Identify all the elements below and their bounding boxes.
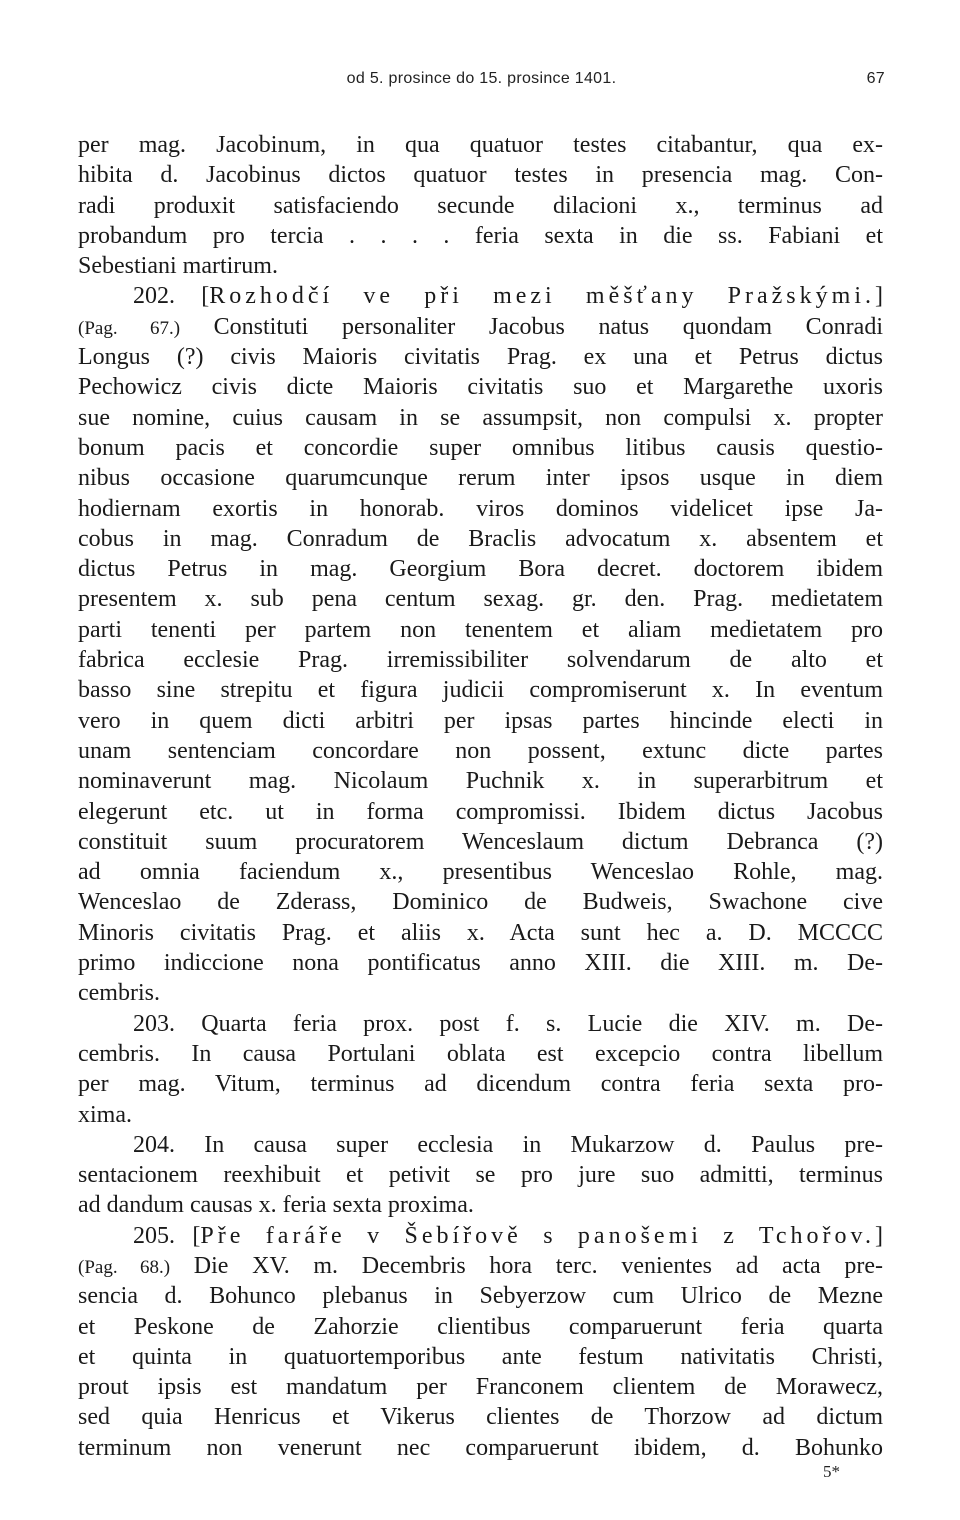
page-number: 67 — [866, 70, 885, 87]
text-line — [78, 1221, 883, 1251]
line-text: nibus occasione quarumcunque rerum inter ipsos usque in diem — [78, 465, 883, 492]
line-text: dictus Petrus in mag. Georgium Bora decret. doctorem ibidem — [78, 556, 883, 583]
text-line — [78, 948, 883, 978]
text-line — [78, 281, 883, 311]
line-text: ad dandum causas x. feria sexta proxima. — [78, 1192, 474, 1219]
line-text: prout ipsis est mandatum per Franconem clientem de Morawecz, — [78, 1374, 883, 1401]
text-line — [78, 736, 883, 766]
text-line — [78, 1251, 883, 1281]
text-line — [78, 1372, 883, 1402]
text-line — [78, 372, 883, 402]
text-line — [78, 312, 883, 342]
text-line — [78, 918, 883, 948]
line-text: hodiernam exortis in honorab. viros dominos videlicet ipse Ja- — [78, 495, 883, 522]
line-text: sed quia Henricus et Vikerus clientes de Thorzow ad dictum — [78, 1404, 883, 1431]
text-line — [78, 1433, 883, 1463]
line-text: fabrica ecclesie Prag. irremissibiliter solvendarum de alto et — [78, 647, 883, 674]
section-heading: Rozhodčí ve při mezi měšťany Pražskými. — [209, 283, 875, 310]
line-text: presentem x. sub pena centum sexag. gr. den. Prag. medietatem — [78, 586, 883, 613]
line-text: radi produxit satisfaciendo secunde dilacioni x., terminus ad — [78, 192, 883, 219]
page-reference: (Pag. 67.) — [78, 317, 181, 339]
section-number: 205. [ — [133, 1222, 201, 1249]
line-text: ad omnia faciendum x., presentibus Wenceslao Rohle, mag. — [78, 859, 883, 886]
text-line — [78, 1100, 883, 1130]
line-text: Wenceslao de Zderass, Dominico de Budweis, Swachone cive — [78, 889, 883, 916]
text-line — [78, 1039, 883, 1069]
text-line — [78, 1009, 883, 1039]
line-text: cembris. — [78, 980, 160, 1007]
text-line — [78, 615, 883, 645]
line-text: sue nomine, cuius causam in se assumpsit, non compulsi x. propter — [78, 404, 883, 431]
line-text: 204. In causa super ecclesia in Mukarzow d. Paulus pre- — [133, 1131, 883, 1158]
section-heading: Pře faráře v Šebířově s panošemi z Tchořov. — [200, 1222, 875, 1249]
line-text: bonum pacis et concordie super omnibus litibus causis questio- — [78, 434, 883, 461]
line-text: elegerunt etc. ut in forma compromissi. Ibidem dictus Jacobus — [78, 798, 883, 825]
text-line — [78, 251, 883, 281]
line-text: 203. Quarta feria prox. post f. s. Lucie die XIV. m. De- — [133, 1010, 883, 1037]
text-line — [78, 1342, 883, 1372]
text-line — [78, 1130, 883, 1160]
text-line — [78, 797, 883, 827]
line-text: Sebestiani martirum. — [78, 253, 278, 280]
section-number: 202. [ — [133, 283, 210, 310]
bracket-close: ] — [875, 1222, 883, 1249]
text-line — [78, 403, 883, 433]
line-text: per mag. Vitum, terminus ad dicendum contra feria sexta pro- — [78, 1071, 883, 1098]
line-text: et quinta in quatuortemporibus ante festum nativitatis Christi, — [78, 1343, 883, 1370]
text-line — [78, 1160, 883, 1190]
line-text: probandum pro tercia . . . . feria sexta in die ss. Fabiani et — [78, 222, 883, 249]
text-line — [78, 463, 883, 493]
text-line — [78, 706, 883, 736]
line-text: cembris. In causa Portulani oblata est excepcio contra libellum — [78, 1040, 883, 1067]
text-line — [78, 342, 883, 372]
text-line — [78, 494, 883, 524]
text-line — [78, 1402, 883, 1432]
text-line — [78, 160, 883, 190]
line-text: Pechowicz civis dicte Maioris civitatis suo et Margarethe uxoris — [78, 374, 883, 401]
line-text: Constituti personaliter Jacobus natus quondam Conradi — [180, 313, 883, 340]
text-line — [78, 675, 883, 705]
text-line — [78, 827, 883, 857]
body-text — [78, 130, 883, 1463]
bracket-close: ] — [874, 283, 883, 310]
text-line — [78, 221, 883, 251]
text-line — [78, 887, 883, 917]
text-line — [78, 1069, 883, 1099]
line-text: parti tenenti per partem non tenentem et aliam medietatem pro — [78, 616, 883, 643]
line-text: terminum non venerunt nec comparuerunt ibidem, d. Bohunko — [78, 1434, 883, 1461]
line-text: nominaverunt mag. Nicolaum Puchnik x. in superarbitrum et — [78, 768, 883, 795]
text-line — [78, 130, 883, 160]
signature-mark: 5* — [823, 1462, 840, 1481]
text-line — [78, 191, 883, 221]
text-line — [78, 433, 883, 463]
line-text: Die XV. m. Decembris hora terc. venientes ad acta pre- — [170, 1252, 883, 1279]
line-text: Longus (?) civis Maioris civitatis Prag. ex una et Petrus dictus — [78, 344, 883, 371]
line-text: cobus in mag. Conradum de Braclis advocatum x. absentem et — [78, 525, 883, 552]
text-line — [78, 524, 883, 554]
line-text: vero in quem dicti arbitri per ipsas partes hincinde electi in — [78, 707, 883, 734]
line-text: primo indiccione nona pontificatus anno XIII. die XIII. m. De- — [78, 950, 883, 977]
text-line — [78, 1190, 883, 1220]
text-line — [78, 554, 883, 584]
line-text: et Peskone de Zahorzie clientibus comparuerunt feria quarta — [78, 1313, 883, 1340]
text-line — [78, 1312, 883, 1342]
text-line — [78, 766, 883, 796]
text-line — [78, 645, 883, 675]
line-text: xima. — [78, 1101, 132, 1128]
line-text: Minoris civitatis Prag. et aliis x. Acta sunt hec a. D. MCCCC — [78, 919, 883, 946]
line-text: sencia d. Bohunco plebanus in Sebyerzow cum Ulrico de Mezne — [78, 1283, 883, 1310]
page-reference: (Pag. 68.) — [78, 1256, 171, 1278]
line-text: constituit suum procuratorem Wenceslaum dictum Debranca (?) — [78, 828, 883, 855]
running-header — [78, 70, 885, 100]
header-title: od 5. prosince do 15. prosince 1401. — [346, 70, 617, 87]
line-text: per mag. Jacobinum, in qua quatuor testes citabantur, qua ex- — [78, 132, 883, 158]
text-line — [78, 1281, 883, 1311]
text-line — [78, 584, 883, 614]
line-text: sentacionem reexhibuit et petivit se pro jure suo admitti, terminus — [78, 1162, 883, 1189]
line-text: basso sine strepitu et figura judicii compromiserunt x. In eventum — [78, 677, 883, 704]
line-text: unam sentenciam concordare non possent, extunc dicte partes — [78, 737, 883, 764]
text-line — [78, 857, 883, 887]
line-text: hibita d. Jacobinus dictos quatuor testes in presencia mag. Con- — [78, 162, 883, 189]
text-line — [78, 978, 883, 1008]
